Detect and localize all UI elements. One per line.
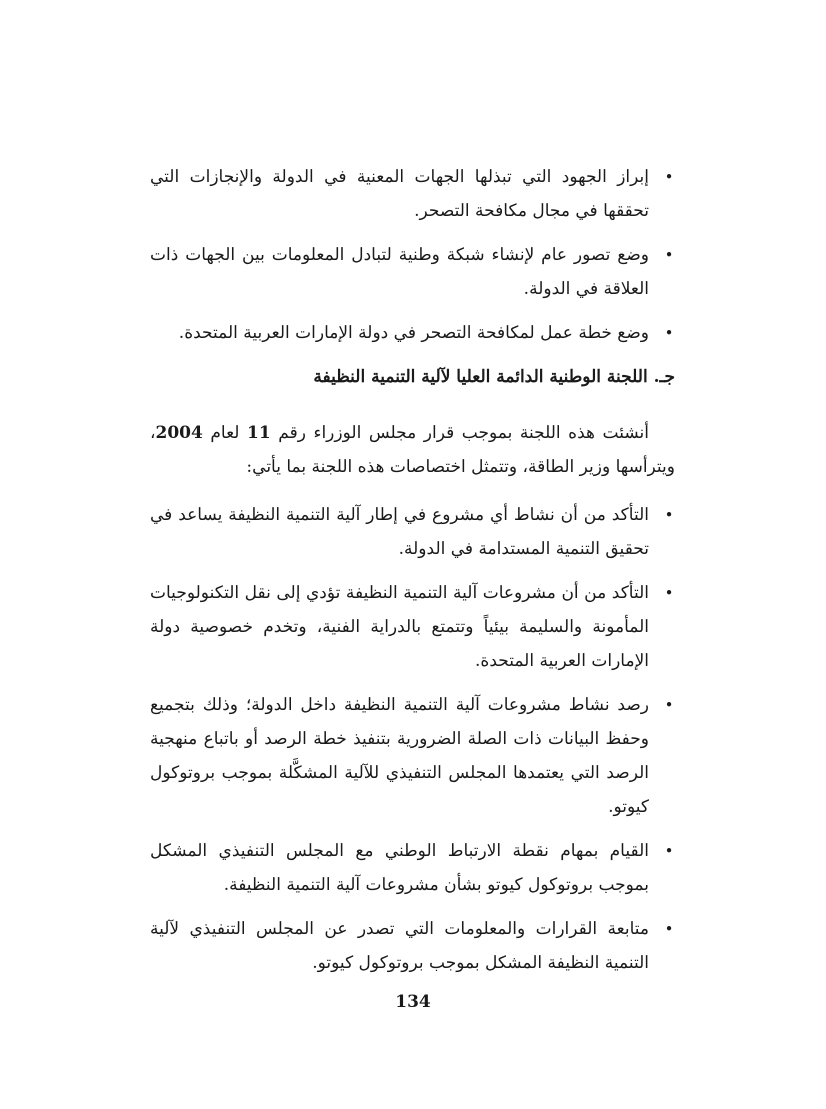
list-item-text: التأكد من أن نشاط أي مشروع في إطار آلية التنمية النظيفة يساعد في تحقيق التنمية المستدامة في الدولة.: [150, 505, 649, 559]
list-item-text: التأكد من أن مشروعات آلية التنمية النظيفة تؤدي إلى نقل التكنولوجيات المأمونة والسليمة بيئياً وتتمتع بالدراية الفنية، وتخدم خصوصية دولة الإمارات العربية المتحدة.: [150, 583, 649, 671]
list-item-text: متابعة القرارات والمعلومات التي تصدر عن المجلس التنفيذي لآلية التنمية النظيفة المشكل بموجب بروتوكول كيوتو.: [150, 919, 649, 973]
page-body: [150, 160, 675, 990]
list-item: [150, 576, 675, 678]
bullet-icon: •: [664, 584, 674, 602]
bullet-icon: •: [664, 842, 674, 860]
list-item: [150, 834, 675, 902]
section-intro: [150, 416, 675, 484]
bullet-icon: •: [664, 168, 674, 186]
list-item-text: وضع تصور عام لإنشاء شبكة وطنية لتبادل المعلومات بين الجهات ذات العلاقة في الدولة.: [150, 245, 649, 299]
intro-text: ، ويترأسها وزير الطاقة، وتتمثل اختصاصات هذه اللجنة بما يأتي:: [150, 423, 675, 477]
list-item: [150, 160, 675, 228]
list-item: [150, 688, 675, 824]
resolution-number: 11: [247, 423, 271, 443]
objectives-list: [150, 160, 675, 350]
list-item: [150, 912, 675, 980]
committee-duties-list: [150, 498, 675, 980]
list-item-text: القيام بمهام نقطة الارتباط الوطني مع المجلس التنفيذي المشكل بموجب بروتوكول كيوتو بشأن مشروعات آلية التنمية النظيفة.: [150, 841, 649, 895]
bullet-icon: •: [664, 696, 674, 714]
page-number: 134: [395, 992, 431, 1012]
intro-text: لعام: [202, 423, 248, 443]
resolution-year: 2004: [155, 423, 203, 443]
list-item-text: وضع خطة عمل لمكافحة التصحر في دولة الإمارات العربية المتحدة.: [178, 323, 649, 343]
intro-text: أنشئت هذه اللجنة بموجب قرار مجلس الوزراء رقم: [270, 423, 649, 443]
list-item-text: إبراز الجهود التي تبذلها الجهات المعنية في الدولة والإنجازات التي تحققها في مجال مكافحة التصحر.: [150, 167, 649, 221]
bullet-icon: •: [664, 920, 674, 938]
list-item: [150, 316, 675, 350]
bullet-icon: •: [664, 246, 674, 264]
list-item: [150, 238, 675, 306]
section-heading: جـ. اللجنة الوطنية الدائمة العليا لآلية التنمية النظيفة: [313, 367, 675, 387]
bullet-icon: •: [664, 506, 674, 524]
list-item: [150, 498, 675, 566]
bullet-icon: •: [664, 324, 674, 342]
list-item-text: رصد نشاط مشروعات آلية التنمية النظيفة داخل الدولة؛ وذلك بتجميع وحفظ البيانات ذات الصلة الضرورية بتنفيذ خطة الرصد أو باتباع منهجية الرصد التي يعتمدها المجلس التنفيذي للآلية المشكَّلة بموجب بروتوكول كيوتو.: [150, 695, 649, 817]
